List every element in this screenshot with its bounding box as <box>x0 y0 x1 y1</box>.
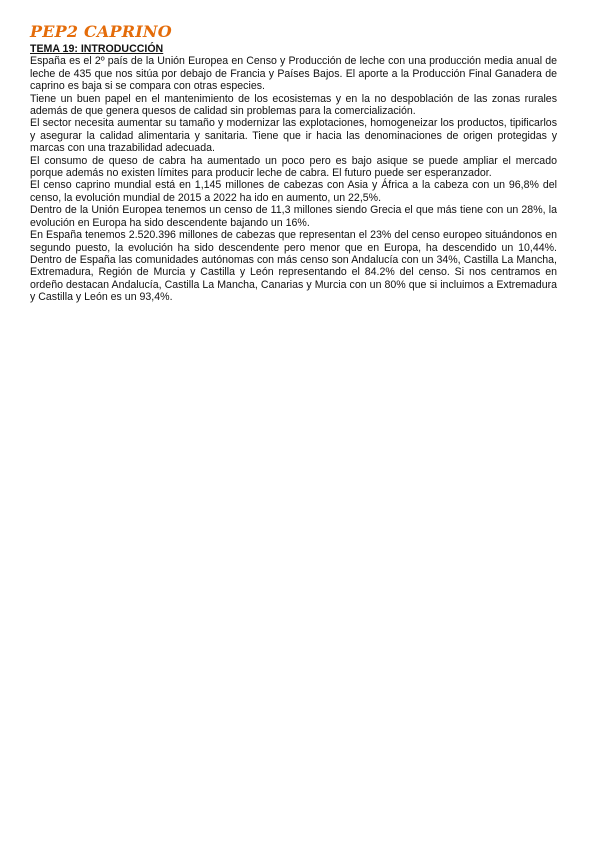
paragraph-spain-census: En España tenemos 2.520.396 millones de cabezas que representan el 23% del censo europeo situándonos en segundo puesto, la evolución ha sido descendente pero menor que en Europa, ha descendido un 10,44%. Dentro de España las comunidades autónomas con más censo son Andalucía con un 34%, Castilla La Mancha, Extremadura, Región de Murcia y Castilla y León representando el 84.2% del censo. Si nos centramos en ordeño destacan Andalucía, Castilla La Mancha, Canarias y Murcia con un 80% que si incluimos a Extremadura y Castilla y León es un 93,4%. <box>30 229 557 304</box>
paragraph-eu-census: Dentro de la Unión Europea tenemos un censo de 11,3 millones siendo Grecia el que más tiene con un 28%, la evolución en Europa ha sido descendente bajando un 16%. <box>30 204 557 229</box>
paragraph-production: España es el 2º país de la Unión Europea en Censo y Producción de leche con una producción media anual de leche de 435 que nos sitúa por debajo de Francia y Países Bajos. El aporte a la Producción Final Ganadera de caprino es baja si se compara con otras especies. <box>30 55 557 93</box>
paragraph-world-census: El censo caprino mundial está en 1,145 millones de cabezas con Asia y África a la cabeza con un 96,8% del censo, la evolución mundial de 2015 a 2022 ha ido en aumento, un 22,5%. <box>30 179 557 204</box>
document-body <box>30 43 557 304</box>
document-title: PEP2 CAPRINO <box>30 22 172 41</box>
paragraph-cheese-consumption: El consumo de queso de cabra ha aumentado un poco pero es bajo asique se puede ampliar el mercado porque además no existen límites para producir leche de cabra. El futuro puede ser esperanzador. <box>30 154 557 180</box>
paragraph-ecosystems: Tiene un buen papel en el mantenimiento de los ecosistemas y en la no despoblación de las zonas rurales además de que genera quesos de calidad sin problemas para la comercialización. <box>30 92 557 118</box>
paragraph-sector-needs: El sector necesita aumentar su tamaño y modernizar las explotaciones, homogeneizar los productos, tipificarlos y asegurar la calidad alimentaria y sanitaria. Tiene que ir hacia las denominaciones de origen protegidas y marcas con una trazabilidad adecuada. <box>30 117 557 155</box>
section-heading: TEMA 19: INTRODUCCIÓN <box>30 43 164 55</box>
